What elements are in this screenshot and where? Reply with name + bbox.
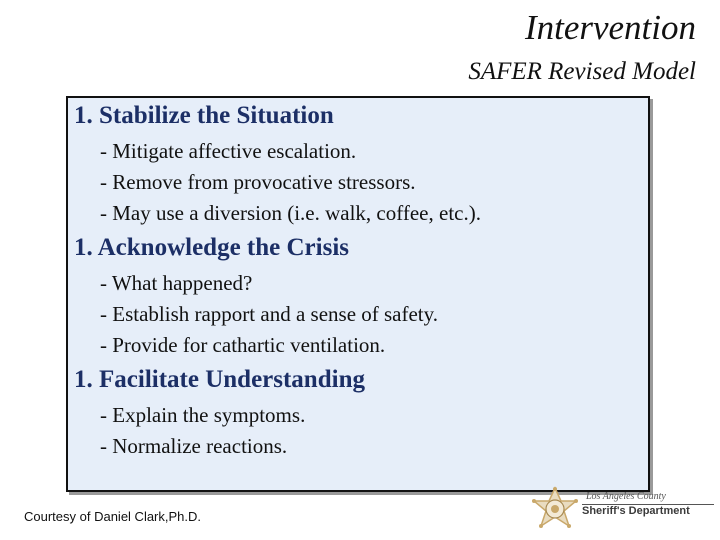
- section-heading: 1. Stabilize the Situation: [74, 102, 334, 129]
- logo-line-county: Los Angeles County: [586, 491, 666, 502]
- sheriff-logo: [530, 486, 716, 538]
- sheriff-star-badge-icon: [530, 486, 580, 538]
- bullet-item: - What happened?: [100, 271, 253, 295]
- section-heading: 1. Facilitate Understanding: [74, 366, 365, 393]
- footer-credit: Courtesy of Daniel Clark,Ph.D.: [24, 509, 202, 524]
- bullet-item: - Mitigate affective escalation.: [100, 139, 357, 163]
- section-acknowledge: [74, 232, 438, 361]
- content-panel: [66, 96, 650, 492]
- section-stabilize: [74, 100, 481, 229]
- slide-title: Intervention: [524, 8, 696, 47]
- bullet-item: - Explain the symptoms.: [100, 403, 306, 427]
- bullet-item: - May use a diversion (i.e. walk, coffee, etc.).: [100, 201, 481, 225]
- bullet-list: [100, 268, 438, 361]
- section-heading: 1. Acknowledge the Crisis: [74, 234, 349, 261]
- slide-subtitle: SAFER Revised Model: [468, 58, 696, 85]
- logo-line-department: Sheriff's Department: [582, 504, 714, 517]
- bullet-item: - Remove from provocative stressors.: [100, 170, 416, 194]
- section-facilitate: [74, 364, 365, 462]
- bullet-list: [100, 400, 365, 462]
- bullet-item: - Establish rapport and a sense of safety.: [100, 302, 439, 326]
- bullet-item: - Normalize reactions.: [100, 434, 288, 458]
- bullet-item: - Provide for cathartic ventilation.: [100, 333, 386, 357]
- logo-wordmark: [582, 492, 714, 517]
- bullet-list: [100, 136, 481, 229]
